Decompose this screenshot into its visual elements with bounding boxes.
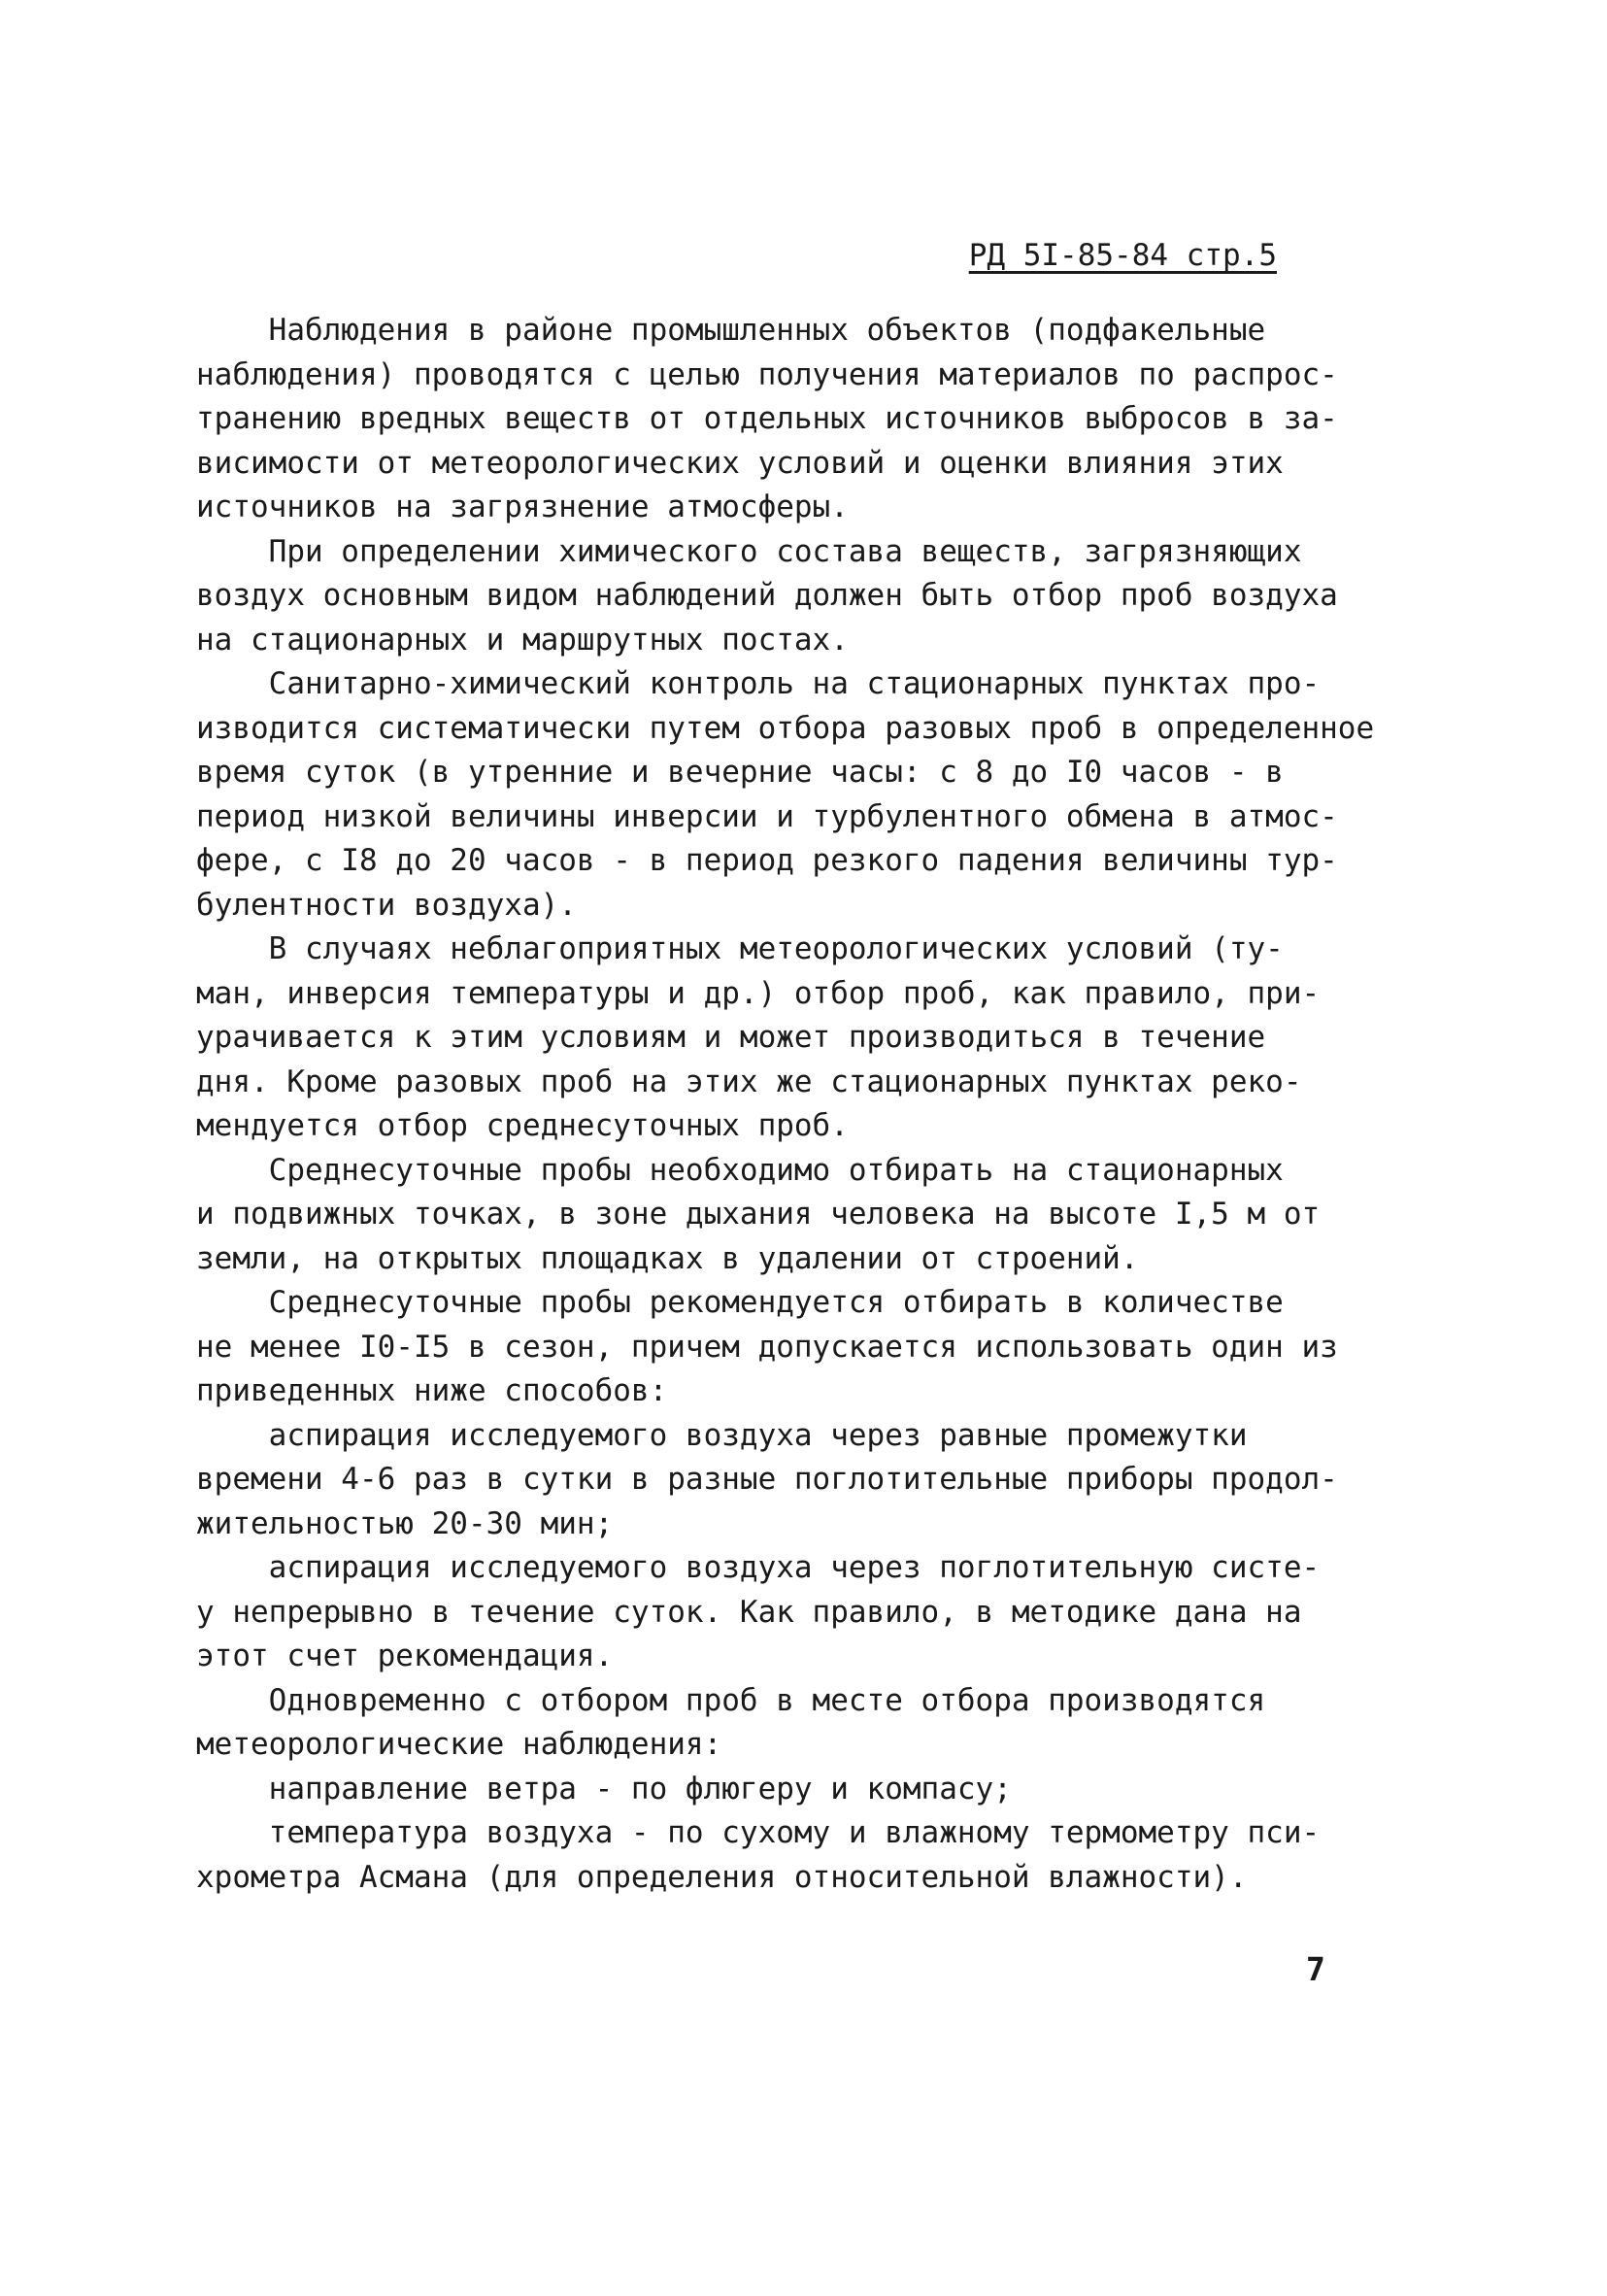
text-line: урачивается к этим условиям и может производиться в течение (196, 1020, 1266, 1055)
text-line: источников на загрязнение атмосферы. (196, 490, 849, 524)
text-line: не менее I0-I5 в сезон, причем допускается использовать один из (196, 1329, 1338, 1365)
text-line: период низкой величины инверсии и турбулентного обмена в атмос- (196, 798, 1338, 834)
text-line: приведенных ниже способов: (196, 1373, 668, 1408)
page-number: 7 (1306, 1950, 1325, 1988)
text-line: и подвижных точках, в зоне дыхания человека на высоте I,5 м от (196, 1197, 1321, 1232)
text-line: температура воздуха - по сухому и влажному термометру пси- (196, 1815, 1321, 1850)
text-line: у непрерывно в течение суток. Как правило, в методике дана на (196, 1594, 1302, 1630)
text-line: метеорологические наблюдения: (196, 1727, 722, 1762)
text-line: Наблюдения в районе промышленных объектов (подфакельные (196, 313, 1266, 348)
text-line: на стационарных и маршрутных постах. (196, 622, 849, 658)
text-line: фере, с I8 до 20 часов - в период резкого падения величины тур- (196, 843, 1338, 878)
text-line: ман, инверсия температуры и др.) отбор проб, как правило, при- (196, 975, 1321, 1011)
text-line: жительностью 20-30 мин; (196, 1505, 614, 1541)
text-line: Одновременно с отбором проб в месте отбора производятся (196, 1682, 1266, 1718)
text-line: изводится систематически путем отбора разовых проб в определенное (196, 710, 1375, 746)
text-line: аспирация исследуемого воздуха через поглотительную систе- (196, 1550, 1321, 1585)
text-line: времени 4-6 раз в сутки в разные поглотительные приборы продол- (196, 1462, 1338, 1497)
document-header: РД 5I-85-84 стр.5 (968, 238, 1277, 273)
text-line: дня. Кроме разовых проб на этих же стационарных пунктах реко- (196, 1064, 1302, 1099)
text-line: направление ветра - по флюгеру и компасу; (196, 1771, 1012, 1806)
text-line: наблюдения) проводятся с целью получения материалов по распрос- (196, 356, 1338, 392)
body-text (196, 309, 1376, 1900)
text-line: мендуется отбор среднесуточных проб. (196, 1108, 849, 1143)
text-line: В случаях неблагоприятных метеорологических условий (ту- (196, 931, 1284, 966)
text-line: Среднесуточные пробы необходимо отбирать на стационарных (196, 1152, 1284, 1188)
text-line: транению вредных веществ от отдельных источников выбросов в за- (196, 401, 1338, 436)
text-line: Среднесуточные пробы рекомендуется отбирать в количестве (196, 1285, 1284, 1320)
text-line: время суток (в утренние и вечерние часы: с 8 до I0 часов - в (196, 755, 1284, 790)
text-line: земли, на открытых площадках в удалении от строений. (196, 1240, 1139, 1276)
text-line: аспирация исследуемого воздуха через равные промежутки (196, 1417, 1248, 1453)
text-line: висимости от метеорологических условий и оценки влияния этих (196, 445, 1284, 481)
text-line: булентности воздуха). (196, 887, 577, 923)
text-line: этот счет рекомендация. (196, 1638, 614, 1673)
text-line: хрометра Асмана (для определения относительной влажности). (196, 1859, 1248, 1895)
text-line: При определении химического состава веществ, загрязняющих (196, 533, 1302, 569)
text-line: воздух основным видом наблюдений должен быть отбор проб воздуха (196, 578, 1338, 613)
text-line: Санитарно-химический контроль на стационарных пунктах про- (196, 666, 1321, 701)
